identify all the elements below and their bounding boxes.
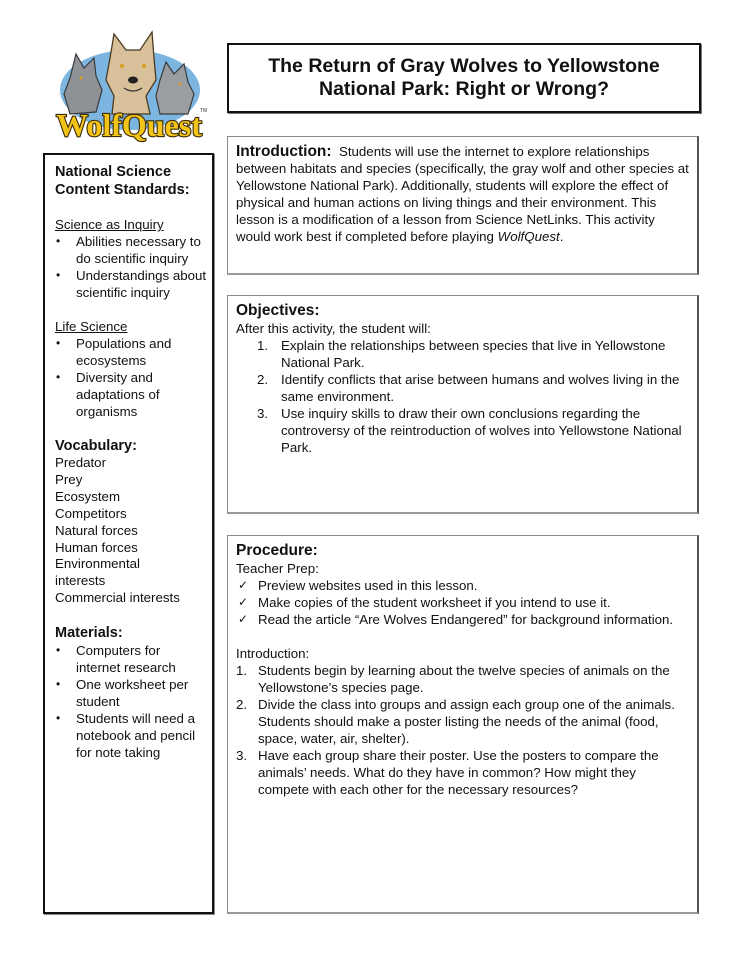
standards-heading-line-1: National Science xyxy=(55,164,172,180)
teacher-prep-label: Teacher Prep: xyxy=(236,561,319,576)
materials-item: • Computers for internet research xyxy=(55,642,208,676)
wolfquest-logo xyxy=(48,28,210,146)
teacher-prep-list xyxy=(236,577,689,628)
teacher-prep-text: Read the article “Are Wolves Endangered” for background information. xyxy=(258,612,674,627)
materials-item: • One worksheet per student xyxy=(55,676,208,710)
check-icon: ✓ xyxy=(238,612,249,626)
vocabulary-section xyxy=(55,437,208,607)
step-text: Have each group share their poster. Use the posters to compare the animals’ needs. What do they have in common? How might they compete with each other for the necessary resources? xyxy=(258,748,659,797)
standards-list xyxy=(55,233,208,301)
materials-list xyxy=(55,642,208,761)
objective-text: Use inquiry skills to draw their own conclusions regarding the controversy of the reintroduction of wolves into Yellowstone National Park. xyxy=(281,406,682,455)
procedure-intro-label: Introduction: xyxy=(236,646,310,661)
standards-group-title: Science as Inquiry xyxy=(55,217,164,232)
teacher-prep-text: Make copies of the student worksheet if you intend to use it. xyxy=(258,595,611,610)
vocabulary-term: Prey xyxy=(55,471,83,487)
title-line-1: The Return of Gray Wolves to Yellowstone xyxy=(268,55,660,77)
procedure-steps xyxy=(236,662,689,798)
vocabulary-term: Human forces xyxy=(55,539,138,555)
materials-section xyxy=(55,624,208,761)
objective-text: Identify conflicts that arise between humans and wolves living in the same environment. xyxy=(281,372,680,404)
step-number: 3. xyxy=(236,748,248,763)
standards-item: • Populations and ecosystems xyxy=(55,335,208,369)
page-title xyxy=(268,55,660,101)
standards-list xyxy=(55,335,208,420)
introduction-end: . xyxy=(559,229,564,244)
procedure-heading: Procedure: xyxy=(236,542,318,559)
introduction-box xyxy=(227,136,699,275)
vocabulary-term: Commercial interests xyxy=(55,590,180,606)
sidebar-box xyxy=(43,153,214,914)
objectives-box xyxy=(227,295,699,514)
materials-item: • Students will need a notebook and pencil for note taking xyxy=(55,710,208,761)
objectives-lead: After this activity, the student will: xyxy=(236,321,431,336)
objectives-list xyxy=(236,337,689,456)
procedure-step xyxy=(236,696,689,747)
vocabulary-heading: Vocabulary: xyxy=(55,438,137,454)
vocabulary-term: Natural forces xyxy=(55,522,138,538)
objective-text: Explain the relationships between species that live in Yellowstone National Park. xyxy=(281,338,666,370)
title-box xyxy=(227,43,701,113)
objective-number: 2. xyxy=(257,372,269,387)
teacher-prep-text: Preview websites used in this lesson. xyxy=(258,578,478,593)
objectives-heading: Objectives: xyxy=(236,302,320,319)
step-text: Students begin by learning about the twelve species of animals on the Yellowstone’s species page. xyxy=(258,663,670,695)
step-number: 2. xyxy=(236,697,248,712)
standards-group-title: Life Science xyxy=(55,319,128,334)
introduction-text xyxy=(236,143,689,245)
trademark-mark: TM xyxy=(200,108,208,114)
game-name: WolfQuest xyxy=(497,229,560,244)
introduction-heading: Introduction: xyxy=(236,143,332,160)
vocabulary-term: Environmental interests xyxy=(55,556,140,589)
wolf-pack-logo-icon xyxy=(48,28,210,146)
introduction-body: Students will use the internet to explore relationships between habitats and species (specifically, the gray wolf and other species at Yellowstone National Park). Additionally, students will explore the effect of physical and human actions on living things and their environment. This lesson is a modification of a lesson from Science NetLinks. This activity would work best if completed before playing xyxy=(236,144,689,244)
check-icon: ✓ xyxy=(238,578,249,592)
standards-item: • Diversity and adaptations of organisms xyxy=(55,369,208,420)
standards-item: • Abilities necessary to do scientific inquiry xyxy=(55,233,208,267)
objective-item xyxy=(236,337,689,371)
standards-heading-line-2: Content Standards: xyxy=(55,182,190,198)
objective-item xyxy=(236,405,689,456)
logo-text: WolfQuest xyxy=(56,107,202,143)
vocabulary-term: Competitors xyxy=(55,505,127,521)
vocabulary-term: Predator xyxy=(55,455,106,470)
procedure-box xyxy=(227,535,699,914)
teacher-prep-item xyxy=(236,611,689,628)
standards-heading xyxy=(55,163,208,199)
vocabulary-term: Ecosystem xyxy=(55,488,121,504)
step-text: Divide the class into groups and assign each group one of the animals. Students should make a poster listing the needs of the animal (food, space, water, air, shelter). xyxy=(258,697,675,746)
teacher-prep-item xyxy=(236,577,689,594)
title-line-2: National Park: Right or Wrong? xyxy=(319,78,609,100)
procedure-step xyxy=(236,662,689,696)
procedure-step xyxy=(236,747,689,798)
step-number: 1. xyxy=(236,663,248,678)
standards-item: • Understandings about scientific inquiry xyxy=(55,267,208,301)
check-icon: ✓ xyxy=(238,595,249,609)
objective-number: 1. xyxy=(257,338,269,353)
objective-item xyxy=(236,371,689,405)
teacher-prep-item xyxy=(236,594,689,611)
objective-number: 3. xyxy=(257,406,269,421)
materials-heading: Materials: xyxy=(55,625,123,642)
